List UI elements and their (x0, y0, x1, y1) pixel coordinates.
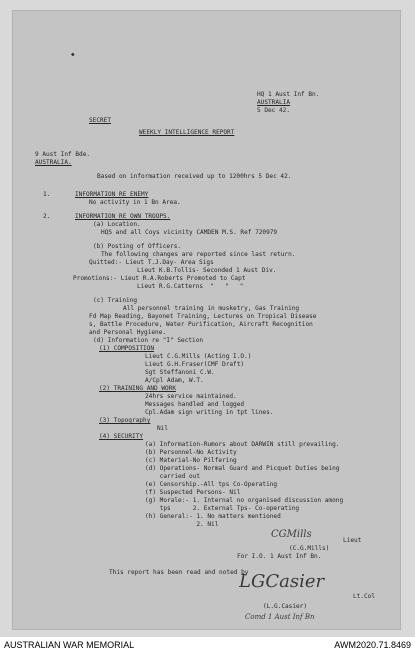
signatory-rank: Lieut (343, 537, 362, 544)
section-2-heading: INFORMATION RE OWN TROOPS. (75, 213, 171, 220)
security-line-3: (c) Material-No Pilfering (145, 457, 237, 464)
postings-line-5: Lieut R.G.Catterns " " " (137, 283, 244, 290)
training-work-line-1: 24hrs service maintained. (145, 393, 237, 400)
composition-line-1: Lieut C.G.Mills (Acting I.O.) (145, 353, 252, 360)
training-line-4: and Personal Hygiene. (89, 329, 167, 336)
section-2-number: 2. (43, 213, 51, 220)
training-line-1: All personnel training in musketry, Gas Training (123, 305, 300, 312)
co-rank: Lt.Col (353, 593, 376, 600)
to-line-2: AUSTRALIA. (35, 159, 72, 166)
topography-label: (3) Topography (99, 417, 151, 424)
location-label: (a) Location. (93, 221, 141, 228)
casier-signature: LGCasier (239, 571, 325, 592)
security-line-6: (e) Censorship.-All tps Co-Operating (145, 481, 278, 488)
topography-text: Nil (157, 425, 169, 432)
signatory-name: (C.G.Mills) (289, 545, 330, 552)
postings-line-3: Lieut K.B.Tollis- Seconded 1 Aust Div. (137, 267, 277, 274)
handwritten-appointment: Comd 1 Aust Inf Bn (245, 613, 315, 621)
security-line-10: (h) General:- 1. No matters mentioned (145, 513, 281, 520)
read-noted-text: This report has been read and noted by (109, 569, 249, 576)
postings-line-1: The following changes are reported since last return. (101, 251, 296, 258)
security-line-11: 2. Nil (145, 521, 219, 528)
footer-accession-number: AWM2020.71.8469 (334, 640, 411, 650)
training-work-line-2: Messages handled and logged (145, 401, 245, 408)
security-line-1: (a) Information-Rumors about DARWIN still prevailing. (145, 441, 340, 448)
security-label: (4) SECURITY (99, 433, 144, 440)
intro-text: Based on information received up to 1200hrs 5 Dec 42. (97, 173, 292, 180)
signatory-appointment: For I.O. 1 Aust Inf Bn. (237, 553, 322, 560)
footer-bar (0, 637, 415, 653)
address-line-2: AUSTRALIA (257, 99, 291, 106)
classification: SECRET (89, 117, 112, 124)
document-page (12, 10, 401, 630)
training-work-label: (2) TRAINING AND WORK (99, 385, 177, 392)
address-line-3: 5 Dec 42. (257, 107, 291, 114)
composition-line-4: A/Cpl Adam, W.T. (145, 377, 204, 384)
training-label: (c) Training (93, 297, 138, 304)
section-1-text: No activity in 1 Bn Area. (89, 199, 181, 206)
location-text: HQS and all Coys vicinity CAMDEN M.S. Ref 720979 (101, 229, 278, 236)
security-line-7: (f) Suspected Persons- Nil (145, 489, 241, 496)
training-line-3: s, Battle Procedure, Water Purification, Aircraft Recognition (89, 321, 313, 328)
section-1-heading: INFORMATION RE ENEMY (75, 191, 149, 198)
security-line-5: carried out (145, 473, 201, 480)
security-line-4: (d) Operations- Normal Guard and Picquet Duties being (145, 465, 340, 472)
postings-line-2: Quitted:- Lieut T.J.Day- Area Sigs (89, 259, 214, 266)
composition-line-2: Lieut G.H.Fraser(CMF Draft) (145, 361, 245, 368)
training-line-2: Fd Map Reading, Bayonet Training, Lectures on Tropical Disease (89, 313, 317, 320)
co-name: (L.G.Casier) (263, 603, 308, 610)
postings-line-4: Promotions:- Lieut R.A.Roberts Promoted to Capt (73, 275, 246, 282)
composition-label: (1) COMPOSITION (99, 345, 155, 352)
training-work-line-3: Cpl.Adam sign writing in tpt lines. (145, 409, 274, 416)
security-line-9: tps 2. External Tps- Co-operating (145, 505, 300, 512)
mills-signature: CGMills (271, 529, 312, 540)
report-title: WEEKLY INTELLIGENCE REPORT (139, 129, 235, 136)
footer-source: AUSTRALIAN WAR MEMORIAL (4, 640, 135, 650)
composition-line-3: Sgt Steffanoni C.W. (145, 369, 215, 376)
address-line-1: HQ 1 Aust Inf Bn. (257, 91, 320, 98)
i-section-label: (d) Information re "I" Section (93, 337, 204, 344)
punch-hole-mark: ◆ (71, 51, 75, 58)
security-line-2: (b) Personnel-No Activity (145, 449, 237, 456)
security-line-8: (g) Morale:- 1. Internal no organised discussion among (145, 497, 344, 504)
postings-label: (b) Posting of Officers. (93, 243, 182, 250)
to-line-1: 9 Aust Inf Bde. (35, 151, 91, 158)
section-1-number: 1. (43, 191, 51, 198)
